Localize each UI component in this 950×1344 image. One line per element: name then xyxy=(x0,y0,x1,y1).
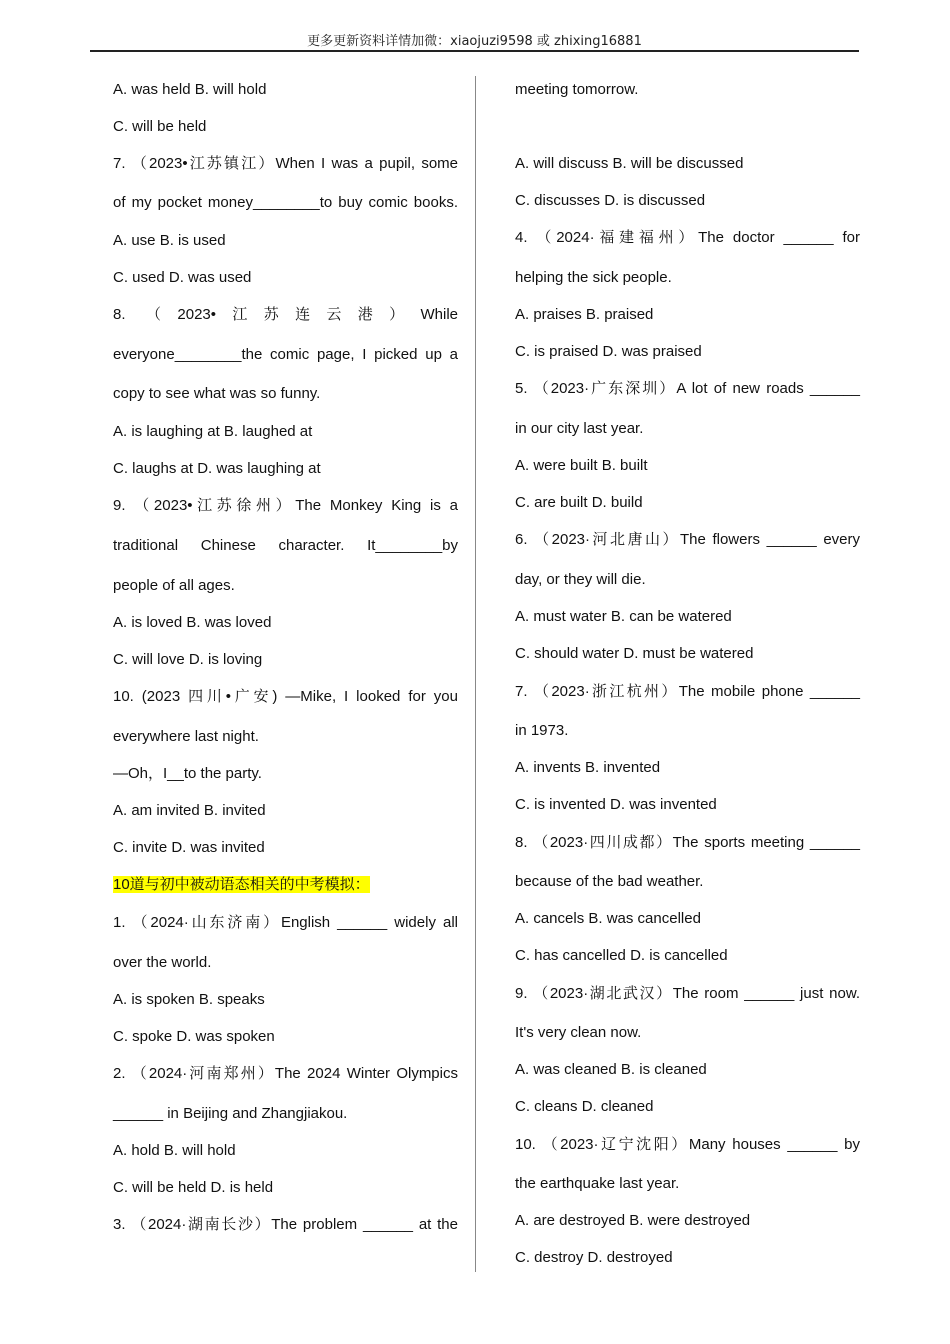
right-column-line-13: 6. （2023·河北唐山）The flowers ______ every xyxy=(515,531,860,548)
left-column-line-4: of my pocket money________to buy comic books. xyxy=(113,194,458,211)
right-column-line-23: A. cancels B. was cancelled xyxy=(515,910,701,927)
column-divider xyxy=(475,76,476,1272)
left-column-line-27: 2. （2024·河南郑州）The 2024 Winter Olympics xyxy=(113,1065,458,1082)
left-column-line-24: over the world. xyxy=(113,954,212,971)
left-column-line-28: ______ in Beijing and Zhangjiakou. xyxy=(113,1105,348,1122)
left-column-line-19: —Oh，I__to the party. xyxy=(113,765,262,782)
left-column-line-18: everywhere last night. xyxy=(113,728,259,745)
left-column-line-31: 3. （2024·湖南长沙）The problem ______ at the xyxy=(113,1216,458,1233)
right-column-line-25: 9. （2023·湖北武汉）The room ______ just now. xyxy=(515,985,860,1002)
left-column-line-9: copy to see what was so funny. xyxy=(113,385,321,402)
section-heading-highlight: 10道与初中被动语态相关的中考模拟： xyxy=(113,876,370,893)
left-column-line-20: A. am invited B. invited xyxy=(113,802,266,819)
right-column-line-3: A. will discuss B. will be discussed xyxy=(515,155,744,172)
left-column-line-13: traditional Chinese character. It________by xyxy=(113,537,458,554)
right-column-line-10: in our city last year. xyxy=(515,420,644,437)
right-column-line-11: A. were built B. built xyxy=(515,457,648,474)
right-column-line-20: C. is invented D. was invented xyxy=(515,796,717,813)
right-column-line-27: A. was cleaned B. is cleaned xyxy=(515,1061,707,1078)
right-column-line-32: C. destroy D. destroyed xyxy=(515,1249,673,1266)
right-column-line-7: A. praises B. praised xyxy=(515,306,654,323)
right-column-line-8: C. is praised D. was praised xyxy=(515,343,702,360)
right-column-line-31: A. are destroyed B. were destroyed xyxy=(515,1212,751,1229)
right-column-line-14: day, or they will die. xyxy=(515,571,646,588)
right-column-line-12: C. are built D. build xyxy=(515,494,643,511)
right-column-line-6: helping the sick people. xyxy=(515,269,672,286)
right-column-line-15: A. must water B. can be watered xyxy=(515,608,732,625)
left-column-line-29: A. hold B. will hold xyxy=(113,1142,236,1159)
left-column-line-15: A. is loved B. was loved xyxy=(113,614,272,631)
left-column-line-16: C. will love D. is loving xyxy=(113,651,263,668)
left-column-line-21: C. invite D. was invited xyxy=(113,839,265,856)
right-column-line-5: 4. （2024·福建福州）The doctor ______ for xyxy=(515,229,860,246)
right-column-line-26: It's very clean now. xyxy=(515,1024,642,1041)
left-column-line-30: C. will be held D. is held xyxy=(113,1179,274,1196)
left-column-line-10: A. is laughing at B. laughed at xyxy=(113,423,313,440)
left-column-line-26: C. spoke D. was spoken xyxy=(113,1028,275,1045)
right-column-line-19: A. invents B. invented xyxy=(515,759,661,776)
right-column-line-21: 8. （2023·四川成都）The sports meeting ______ xyxy=(515,834,860,851)
left-column-line-2: C. will be held xyxy=(113,118,207,135)
right-column-line-18: in 1973. xyxy=(515,722,569,739)
left-column-line-1: A. was held B. will hold xyxy=(113,81,267,98)
left-column-line-12: 9. （2023•江苏徐州）The Monkey King is a xyxy=(113,497,458,514)
left-column-line-17: 10. (2023 四川•广安) —Mike, I looked for you xyxy=(113,688,458,705)
right-column-line-22: because of the bad weather. xyxy=(515,873,704,890)
header-rule xyxy=(90,50,859,52)
right-column-line-24: C. has cancelled D. is cancelled xyxy=(515,947,728,964)
left-column-line-3: 7. （2023•江苏镇江）When I was a pupil, some xyxy=(113,155,458,172)
left-column-line-6: C. used D. was used xyxy=(113,269,252,286)
right-column-line-30: the earthquake last year. xyxy=(515,1175,680,1192)
right-column-line-28: C. cleans D. cleaned xyxy=(515,1098,654,1115)
right-column-line-29: 10. （2023·辽宁沈阳）Many houses ______ by xyxy=(515,1136,860,1153)
left-column-line-22 xyxy=(113,875,458,895)
right-column-line-16: C. should water D. must be watered xyxy=(515,645,754,662)
left-column-line-5: A. use B. is used xyxy=(113,232,226,249)
left-column-line-11: C. laughs at D. was laughing at xyxy=(113,460,321,477)
right-column-line-1: meeting tomorrow. xyxy=(515,81,639,98)
right-column-line-9: 5. （2023·广东深圳）A lot of new roads ______ xyxy=(515,380,860,397)
left-column-line-14: people of all ages. xyxy=(113,577,235,594)
page-header: 更多更新资料详情加微：xiaojuzi9598 或 zhixing16881 xyxy=(307,34,642,49)
left-column-line-7: 8. （2023•江苏连云港）While xyxy=(113,306,458,323)
left-column-line-25: A. is spoken B. speaks xyxy=(113,991,265,1008)
right-column-line-4: C. discusses D. is discussed xyxy=(515,192,706,209)
left-column-line-8: everyone________the comic page, I picked up a xyxy=(113,346,458,363)
right-column-line-17: 7. （2023·浙江杭州）The mobile phone ______ xyxy=(515,683,860,700)
left-column-line-23: 1. （2024·山东济南）English ______ widely all xyxy=(113,914,458,931)
